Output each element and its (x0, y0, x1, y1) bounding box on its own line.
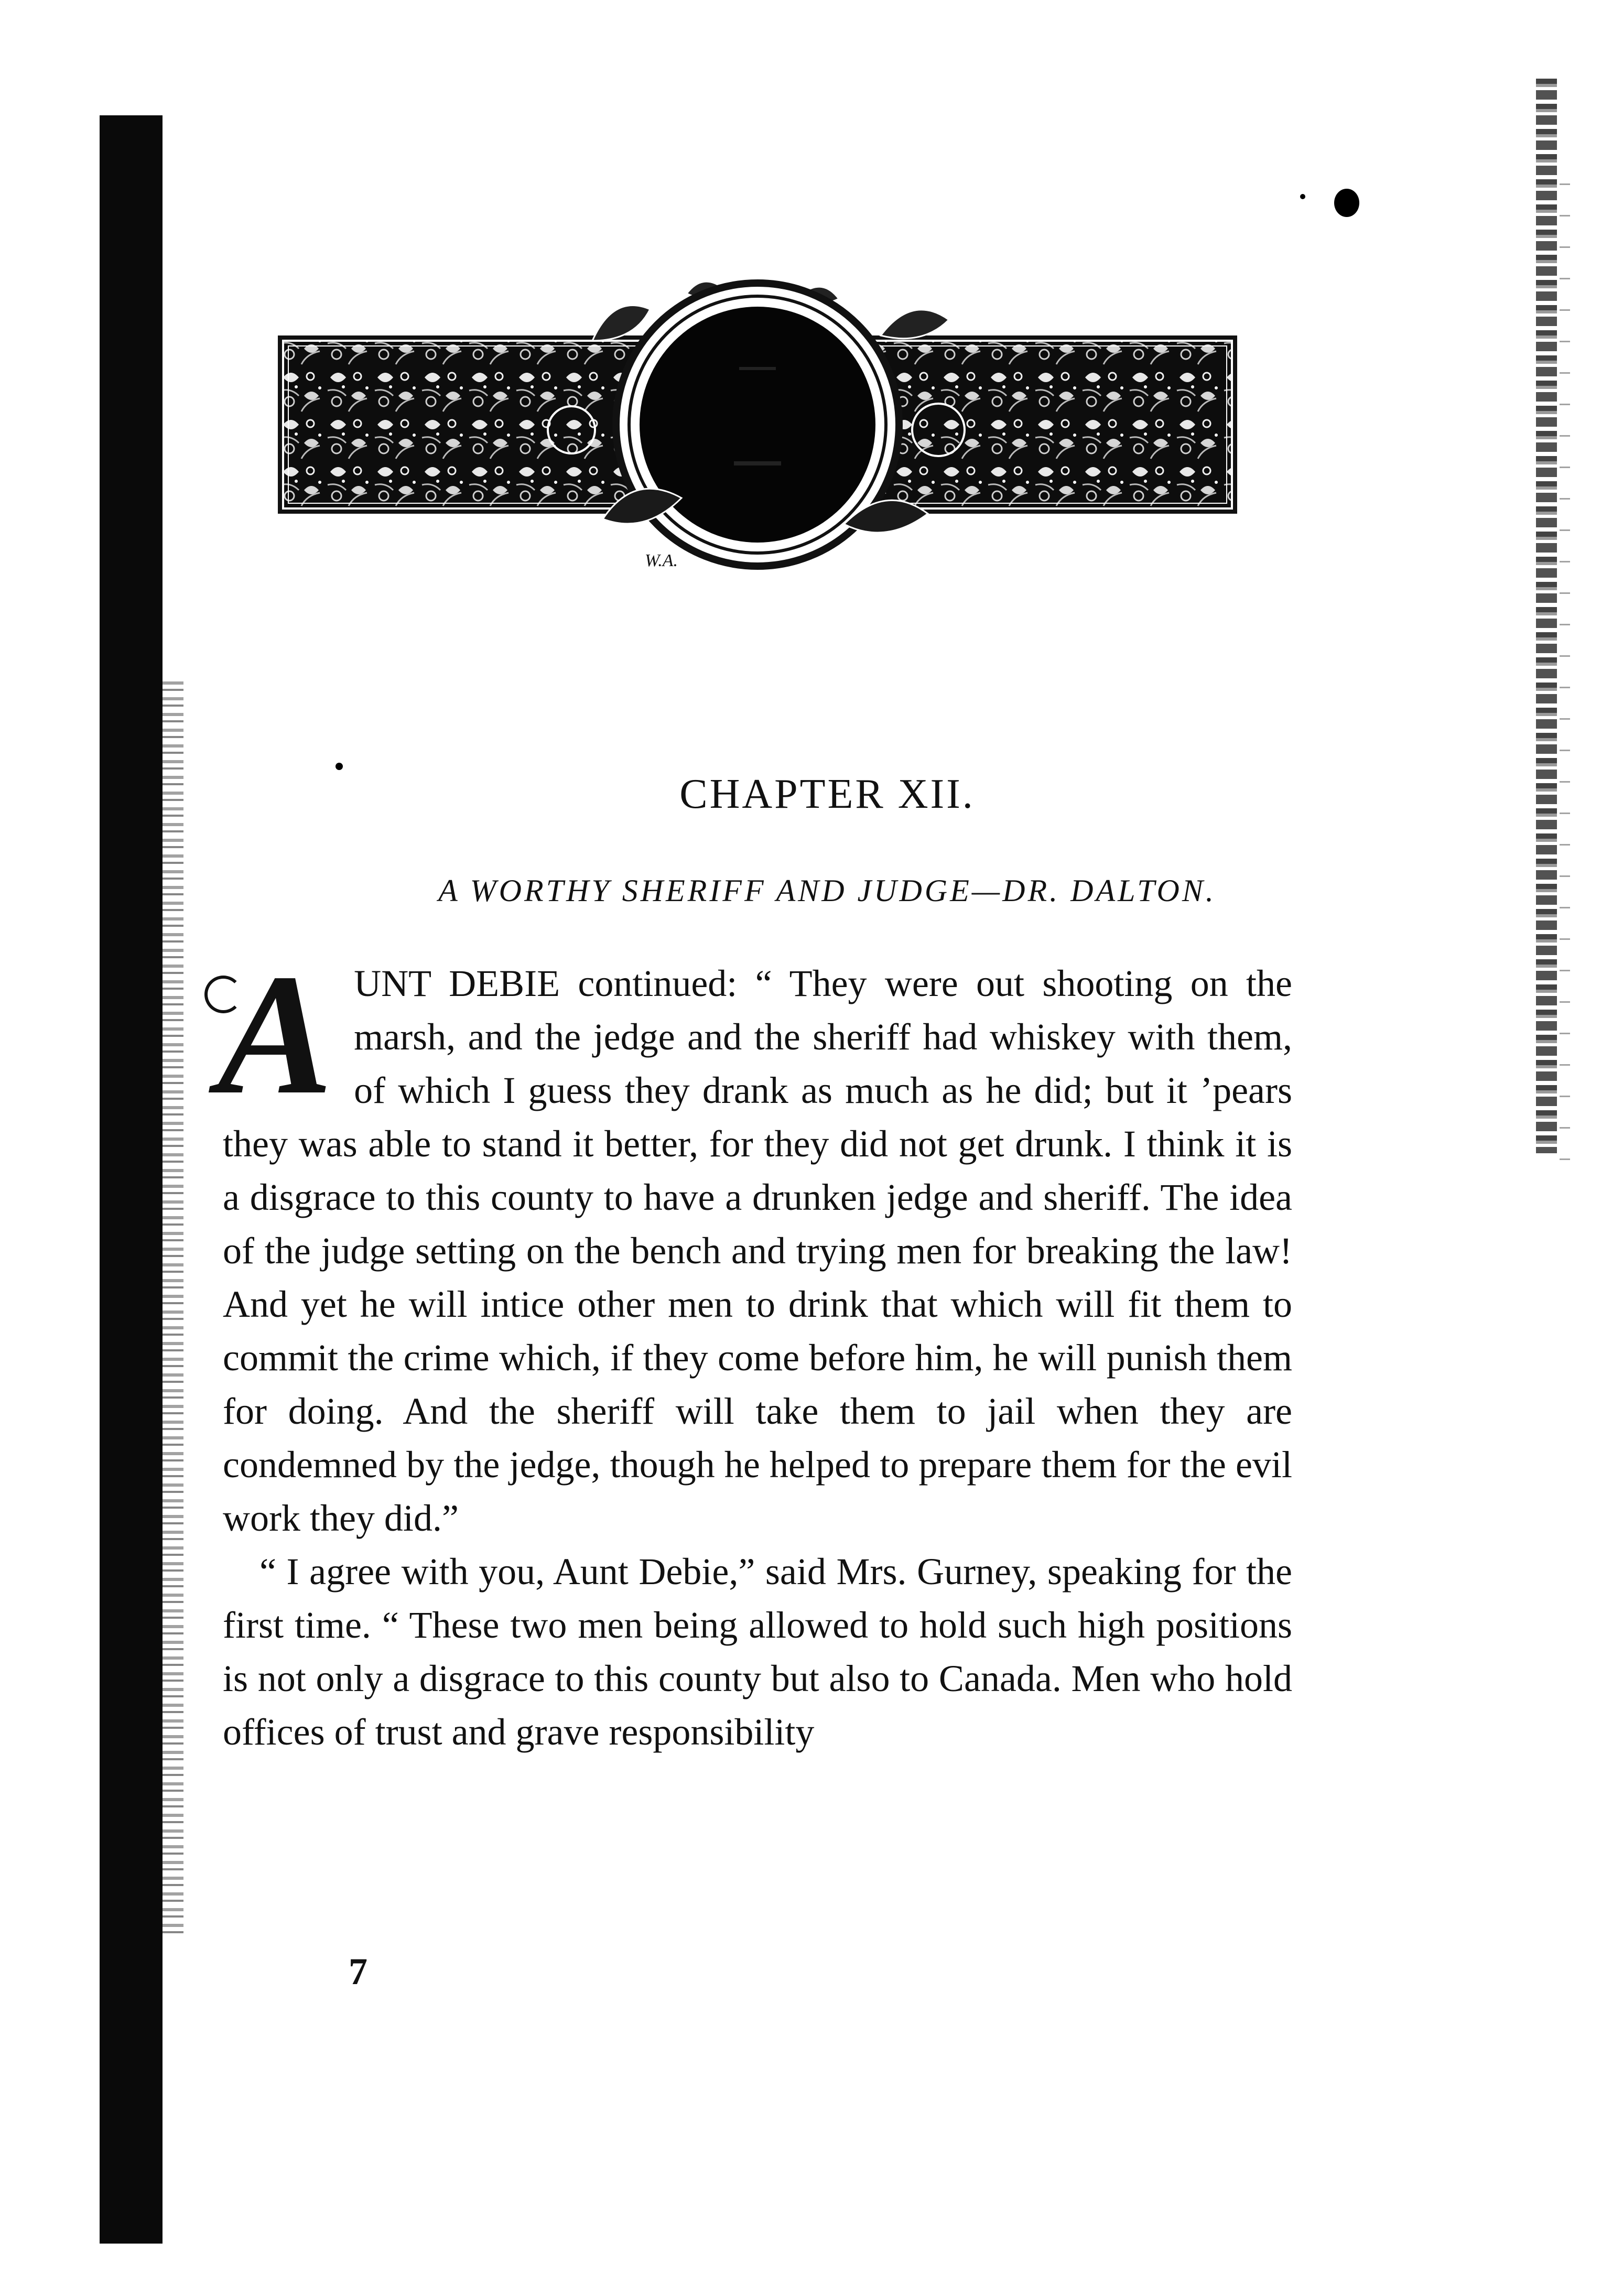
paragraph-2: “ I agree with you, Aunt Debie,” said Mrs. Gurney, speaking for the first time. “ These two men being allowed to hold such high positions is not only a disgrace to this county but also to Canada. Men who hold offices of trust and grave responsibility (223, 1551, 1292, 1753)
paragraph-1 (218, 939, 1292, 1545)
dropcap-initial: A (218, 939, 333, 1130)
scan-page-edge (1536, 79, 1557, 1153)
scan-speck (1300, 194, 1305, 199)
scan-binding-fringe (163, 681, 183, 1940)
page-number: 7 (349, 1951, 367, 1992)
chapter-subtitle: A WORTHY SHERIFF AND JUDGE—DR. DALTON. (438, 873, 1216, 908)
chapter-body (218, 939, 1292, 1759)
scan-ink-spot (1334, 189, 1359, 217)
ornament-signature: W.A. (645, 551, 678, 570)
scan-page-edge-marks (1560, 183, 1570, 1179)
chapter-title: CHAPTER XII. (679, 771, 975, 817)
scan-binding-shadow (100, 115, 163, 2244)
scan-speck (336, 763, 343, 770)
paragraph-1-text: UNT DEBIE continued: “ They were out shooting on the marsh, and the jedge and the sheriff had whiskey with them, of which I guess they drank as much as he did; but it ’pears they was able to stand it better, for they did not get drunk. I think it is a disgrace to this county to have a drunken jedge and sheriff. The idea of the judge setting on the bench and trying men for breaking the law! And yet he will intice other men to drink that which will fit them to commit the crime which, if they come before him, he will punish them for doing. And the sheriff will take them to jail when they are condemned by the jedge, though he helped to prepare them for the evil work they did.” (223, 962, 1292, 1539)
floral-headpiece-ornament (278, 273, 1237, 571)
